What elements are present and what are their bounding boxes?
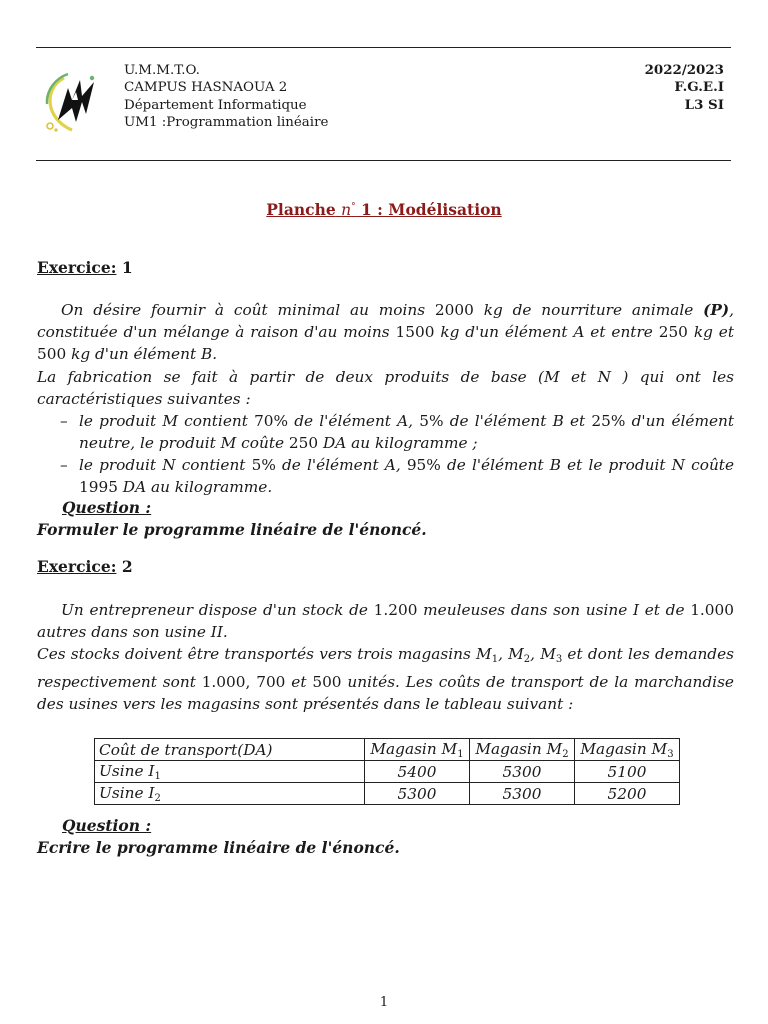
table-col-header: Magasin $M_2$ bbox=[470, 739, 575, 761]
table-cell: 5300 bbox=[470, 761, 575, 783]
exercise-1-bullet-1: – le produit M contient 70% de l'élément A, 5% de l'élément B et 25% d'un élément neutre, le produit M coûte 250 DA au kilogramme ; bbox=[60, 412, 735, 453]
exercise-1-instruction: Formuler le programme linéaire de l'énoncé. bbox=[37, 520, 427, 539]
title-degree: ° bbox=[351, 201, 356, 212]
exercise-1-heading: Exercice: 1 bbox=[37, 258, 133, 277]
table-col-header: Magasin $M_1$ bbox=[365, 739, 470, 761]
exercise-2-paragraph-2: Ces stocks doivent être transportés vers trois magasins $M_1$, $M_2$, $M_3$ et dont les demandes respectivement sont 1.000, 700 et 500 unités. Les coûts de transport de la marchandise des usines vers les magasins sont présentés dans le tableau suivant : bbox=[37, 645, 734, 714]
university-logo-icon bbox=[42, 70, 108, 136]
title-rest: 1 : Modélisation bbox=[355, 200, 502, 219]
table-cell: 5100 bbox=[575, 761, 680, 783]
header-meta bbox=[645, 62, 724, 114]
table-cell: 5300 bbox=[365, 783, 470, 805]
header-faculty: F.G.E.I bbox=[674, 79, 724, 96]
table-row-header: Usine $I_2$ bbox=[95, 783, 365, 805]
exercise-2-heading: Exercice: 2 bbox=[37, 557, 133, 576]
table-row bbox=[95, 783, 680, 805]
exercise-1-question-label: Question : bbox=[62, 498, 152, 517]
header-institution bbox=[124, 62, 328, 132]
page-number: 1 bbox=[379, 995, 389, 1010]
table-col-header: Magasin $M_3$ bbox=[575, 739, 680, 761]
exercise-1-bullet-2: – le produit N contient 5% de l'élément A, 95% de l'élément B et le produit N coûte 1995 DA au kilogramme. bbox=[60, 456, 735, 497]
transport-cost-table bbox=[94, 738, 680, 805]
table-header-row bbox=[95, 739, 680, 761]
exercise-2-paragraph-1: Un entrepreneur dispose d'un stock de 1.200 meuleuses dans son usine I et de 1.000 autres dans son usine II. bbox=[37, 601, 734, 642]
header-department: Département Informatique bbox=[124, 97, 307, 113]
header-campus: CAMPUS HASNAOUA 2 bbox=[124, 80, 288, 96]
table-corner-cell: Coût de transport(DA) bbox=[95, 739, 365, 761]
header-university: U.M.M.T.O. bbox=[124, 63, 200, 78]
table-row-header: Usine $I_1$ bbox=[95, 761, 365, 783]
page-title bbox=[0, 200, 768, 219]
exercise-2-instruction: Ecrire le programme linéaire de l'énoncé. bbox=[37, 838, 400, 857]
header-level: L3 SI bbox=[684, 96, 724, 113]
exercise-2-question-label: Question : bbox=[62, 816, 152, 835]
table-cell: 5300 bbox=[470, 783, 575, 805]
table-cell: 5200 bbox=[575, 783, 680, 805]
header-bottom-rule bbox=[36, 160, 731, 161]
table-cell: 5400 bbox=[365, 761, 470, 783]
header-course: UM1 :Programmation linéaire bbox=[124, 115, 329, 131]
exercise-1-paragraph-1: On désire fournir à coût minimal au moins 2000 kg de nourriture animale (P), constituée d'un mélange à raison d'au moins 1500 kg d'un élément A et entre 250 kg et 500 kg d'un élément B. bbox=[37, 301, 735, 364]
table-row bbox=[95, 761, 680, 783]
header-year: 2022/2023 bbox=[644, 62, 724, 78]
exercise-1-paragraph-2: La fabrication se fait à partir de deux produits de base (M et N ) qui ont les caractéristiques suivantes : bbox=[37, 368, 734, 409]
title-label: Planche bbox=[266, 200, 336, 219]
header-top-rule bbox=[36, 47, 731, 48]
title-n: n bbox=[341, 201, 352, 219]
